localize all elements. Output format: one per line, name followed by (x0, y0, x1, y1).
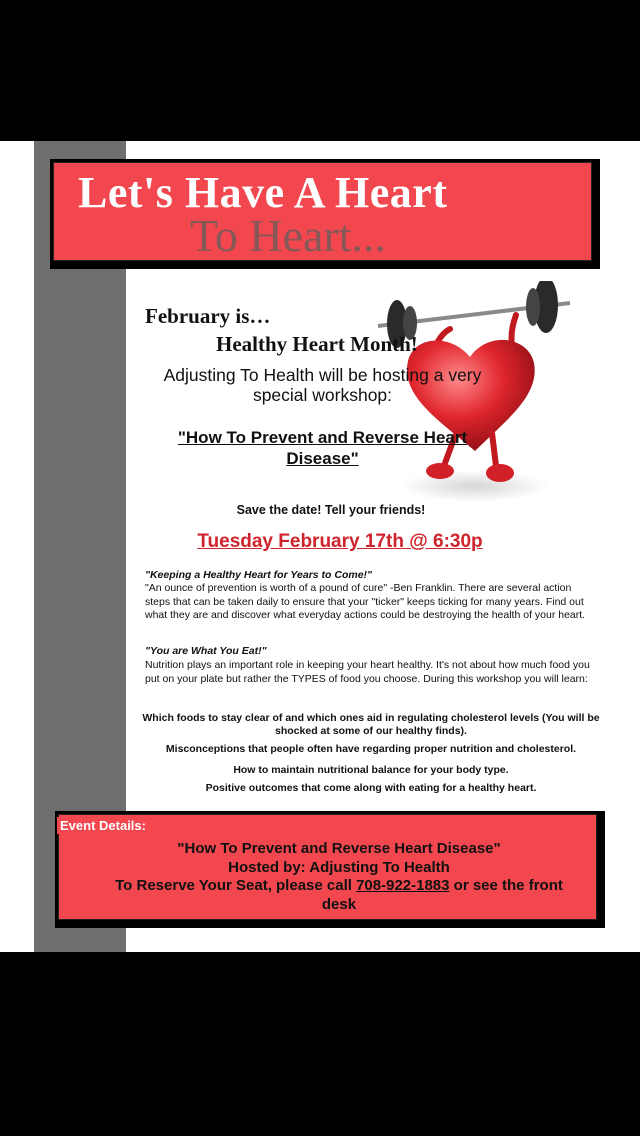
reserve-prefix: To Reserve Your Seat, please call (115, 877, 357, 894)
event-details-reserve (99, 877, 579, 914)
event-details-title: "How To Prevent and Reverse Heart Disease" (177, 840, 501, 857)
paragraph-body-healthy-heart: "An ounce of prevention is worth of a pound of cure" -Ben Franklin. There are several action steps that can be taken daily to ensure that your "ticker" keeps ticking for many years. Find out what they are and discover what everyday actions could be destroying the health of your heart. (145, 582, 586, 621)
learn-point: Misconceptions that people often have regarding proper nutrition and cholesterol. (165, 743, 577, 755)
workshop-title: "How To Prevent and Reverse Heart Disease" (177, 428, 468, 468)
paragraph-heading-healthy-heart: "Keeping a Healthy Heart for Years to Come!" (145, 569, 373, 581)
event-details-text (99, 840, 579, 914)
title-line-1: Let's Have A Heart (78, 168, 448, 217)
paragraph-body-what-you-eat: Nutrition plays an important role in keeping your heart healthy. It's not about how much food you put on your plate but rather the TYPES of food you choose. During this workshop you will learn: (145, 659, 590, 685)
event-details-host: Hosted by: Adjusting To Health (228, 858, 450, 876)
reserve-suffix: or see the front desk (321, 877, 563, 913)
learn-point: How to maintain nutritional balance for your body type. (233, 764, 509, 776)
learn-point: Which foods to stay clear of and which ones aid in regulating cholesterol levels (You will be shocked at some of our healthy finds). (142, 712, 600, 737)
intro-workshop-line: Adjusting To Health will be hosting a very special workshop: (163, 365, 482, 405)
title-line-2: To Heart... (190, 210, 387, 261)
intro-month-line: February is… (145, 304, 271, 328)
phone-number-link[interactable]: 708-922-1883 (356, 877, 450, 894)
paragraph-heading-what-you-eat: "You are What You Eat!" (145, 645, 267, 657)
learn-point: Positive outcomes that come along with eating for a healthy heart. (205, 782, 537, 794)
save-the-date-text: Save the date! Tell your friends! (236, 503, 426, 517)
title-banner-fill (53, 162, 592, 261)
event-date: Tuesday February 17th @ 6:30p (197, 531, 483, 552)
event-details-label: Event Details: (57, 817, 150, 834)
intro-healthy-heart-line: Healthy Heart Month! (216, 332, 418, 356)
title-banner (50, 159, 600, 269)
workshop-flyer (0, 141, 640, 952)
